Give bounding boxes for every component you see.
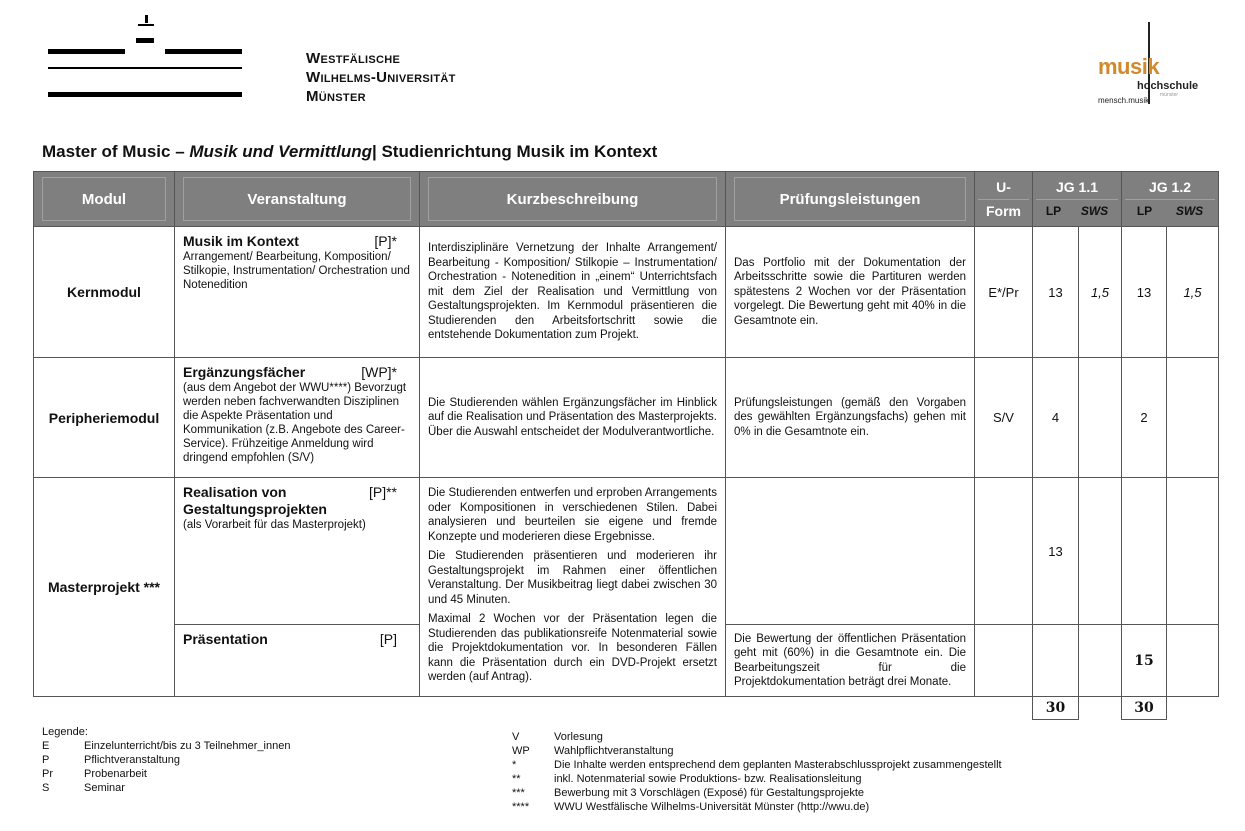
- veranstaltung-text: Arrangement/ Bearbeitung, Komposition/ Stilkopie, Instrumentation/ Orchestration und Notenedition: [183, 251, 410, 291]
- logo-slogan: mensch.musik: [1098, 96, 1150, 105]
- table-row-kernmodul: [34, 227, 1219, 358]
- veranstaltung-cell: [175, 358, 420, 478]
- jg11-lp-cell: 13: [1033, 478, 1079, 625]
- university-name-line: Münster: [306, 88, 366, 105]
- uform-top: U-: [978, 176, 1029, 200]
- university-name-line: Wilhelms-Universität: [306, 69, 456, 86]
- logo-bar: [48, 67, 242, 69]
- table-row-peripheriemodul: [34, 358, 1219, 478]
- legend-key: V: [512, 731, 520, 743]
- jg11-sws-cell: [1079, 358, 1122, 478]
- jg12-label: JG 1.2: [1125, 176, 1215, 200]
- title-italic: Musik und Vermittlung: [189, 142, 372, 161]
- legend-item: [42, 767, 290, 781]
- totals-spacer: [34, 697, 1033, 720]
- legend-key: Pr: [42, 768, 53, 780]
- logo-bar: [48, 92, 242, 97]
- jg12-lp-cell: [1122, 478, 1167, 625]
- table-row-masterprojekt-realisation: [34, 478, 1219, 625]
- col-header-kurzbeschreibung: [420, 172, 726, 227]
- col-header-uform: [975, 172, 1033, 227]
- logo-word-hochschule: hochschule: [1137, 80, 1199, 92]
- legend-value: WWU Westfälische Wilhelms-Universität Münster (http://wwu.de): [554, 801, 870, 813]
- title-prefix: Master of Music –: [42, 142, 190, 161]
- title-suffix: | Studienrichtung Musik im Kontext: [371, 142, 658, 161]
- jg11-sws-cell: [1079, 478, 1122, 625]
- veranstaltung-cell: [175, 227, 420, 358]
- totals-spacer: [1079, 697, 1122, 720]
- jg11-label: JG 1.1: [1036, 176, 1118, 200]
- university-name: [306, 49, 456, 106]
- veranstaltung-tag: [P]*: [374, 233, 397, 249]
- kurz-paragraph: Die Studierenden präsentieren und moderieren ihr Gestaltungsprojekt im Rahmen einer öffentlichen Veranstaltung. Der Musikbeitrag liegt dabei zwischen 30 und 45 Minuten.: [428, 550, 717, 606]
- col-header-kurz-label: Kurzbeschreibung: [428, 177, 717, 221]
- col-header-modul-label: Modul: [42, 177, 166, 221]
- uform-bottom: Form: [986, 202, 1021, 219]
- col-header-pruef-label: Prüfungsleistungen: [734, 177, 966, 221]
- pruefungsleistung-cell: Das Portfolio mit der Dokumentation der Arbeitsschritte sowie die Partituren werden spätestens 2 Wochen vor der Präsentation vorgelegt. Die Bewertung geht mit 40% in die Gesamtnote ein.: [726, 227, 975, 358]
- legend-key: *: [512, 759, 517, 771]
- veranstaltung-text: (als Vorarbeit für das Masterprojekt): [183, 519, 366, 531]
- logo-bar: [165, 49, 242, 54]
- jg11-header: [1036, 176, 1118, 222]
- uform-cell: E*/Pr: [975, 227, 1033, 358]
- jg11-lp-label: LP: [1045, 203, 1062, 218]
- jg12-lp-cell: 2: [1122, 358, 1167, 478]
- kurz-paragraph: Die Studierenden entwerfen und erproben Arrangements oder Kompositionen in verschiedenen Stilen. Dabei analysieren und beurteilen sie eigene und fremde Konzepte und moderieren diese Ergebnisse.: [428, 487, 717, 543]
- logo-bar: [138, 24, 154, 26]
- legend-key: S: [42, 782, 50, 794]
- uform-cell: [975, 478, 1033, 625]
- modul-cell: Peripheriemodul: [34, 358, 175, 478]
- wwu-logo: [48, 15, 456, 105]
- uform-cell: [975, 625, 1033, 697]
- totals-spacer: [1167, 697, 1219, 720]
- legend-right: [512, 730, 1002, 814]
- veranstaltung-title: Ergänzungsfächer: [183, 364, 306, 380]
- col-header-veranstaltung-label: Veranstaltung: [183, 177, 411, 221]
- logo-bar: [136, 38, 154, 43]
- kurzbeschreibung-cell: Die Studierenden wählen Ergänzungsfächer im Hinblick auf die Realisation und Präsentation des Masterprojekts. Über die Auswahl entscheidet der Modulverantwortliche.: [420, 358, 726, 478]
- veranstaltung-tag: [P]**: [368, 484, 397, 500]
- veranstaltung-text: (aus dem Angebot der WWU****) Bevorzugt werden neben fachverwandten Disziplinen die Aspekte Präsentation und Kommunikation (z.B. Angebote des Career-Service). Frühzeitige Anmeldung wird dringend empfohlen (S/V): [183, 382, 407, 464]
- col-header-jg12: [1122, 172, 1219, 227]
- veranstaltung-tag: [WP]*: [361, 364, 397, 380]
- jg12-sws-label: SWS: [1175, 203, 1204, 218]
- university-name-line: Westfälische: [306, 50, 401, 67]
- kurzbeschreibung-cell: Interdisziplinäre Vernetzung der Inhalte Arrangement/ Bearbeitung - Komposition/ Stilkopie – Instrumentation/ Orchestration - Notenedition in „einem“ Unterrichtsfach mit dem Ziel der Realisation und Vermittlung von Gestaltungsprojekten. Im Kernmodul präsentieren die Studierenden den Arbeitsfortschritt sowie die entstehende Dokumentation zum Projekt.: [420, 227, 726, 358]
- legend-value: Wahlpflichtveranstaltung: [554, 745, 674, 757]
- pruefungsleistung-cell: [726, 478, 975, 625]
- veranstaltung-title: Präsentation: [183, 631, 268, 647]
- jg11-sws-cell: 1,5: [1079, 227, 1122, 358]
- legend-item: [42, 781, 290, 795]
- col-header-jg11: [1033, 172, 1122, 227]
- legend-value: Seminar: [84, 782, 125, 794]
- jg12-header: [1125, 176, 1215, 222]
- legend-key: WP: [512, 745, 530, 757]
- jg12-lp-cell: 15: [1122, 625, 1167, 697]
- legend-item: [512, 744, 1002, 758]
- col-header-pruefungsleistungen: [726, 172, 975, 227]
- legend-item: [42, 753, 290, 767]
- legend-key: P: [42, 754, 50, 766]
- kurz-paragraph: Maximal 2 Wochen vor der Präsentation legen die Studierenden das publikationsreife Notenmaterial sowie die Projektdokumentation vor. In besonderen Fällen kann die Präsentation durch ein DVD-Projekt ersetzt werden (auf Antrag).: [428, 613, 717, 683]
- jg12-sws-cell: 1,5: [1167, 227, 1219, 358]
- legend-title: Legende:: [42, 726, 88, 738]
- musikhochschule-logo: [1098, 22, 1208, 112]
- legend-value: Die Inhalte werden entsprechend dem geplanten Masterabschlussprojekt zusammengestellt: [554, 759, 1002, 771]
- logo-word-musik: musik: [1098, 54, 1160, 79]
- pruefungsleistung-cell: Prüfungsleistungen (gemäß den Vorgaben des gewählten Ergänzungsfachs) gehen mit 0% in die Gesamtnote ein.: [726, 358, 975, 478]
- col-header-modul: [34, 172, 175, 227]
- jg12-lp-label: LP: [1136, 203, 1153, 218]
- legend-value: inkl. Notenmaterial sowie Produktions- bzw. Realisationsleitung: [554, 773, 862, 785]
- jg12-sws-cell: [1167, 625, 1219, 697]
- legend-key: ****: [512, 801, 530, 813]
- jg12-sws-cell: [1167, 478, 1219, 625]
- kurzbeschreibung-cell: [420, 478, 726, 697]
- legend-item: [512, 772, 1002, 786]
- page-title: [42, 142, 657, 162]
- logo-bar: [48, 49, 125, 54]
- jg12-lp-total: 30: [1122, 697, 1167, 720]
- jg12-lp-cell: 13: [1122, 227, 1167, 358]
- jg11-lp-total: 30: [1033, 697, 1079, 720]
- legend-item: [512, 786, 1002, 800]
- veranstaltung-title: Musik im Kontext: [183, 233, 299, 249]
- uform-header: [978, 176, 1029, 222]
- legend-item: [512, 758, 1002, 772]
- jg11-sws-cell: [1079, 625, 1122, 697]
- modul-cell: Masterprojekt ***: [34, 478, 175, 697]
- legend-value: Bewerbung mit 3 Vorschlägen (Exposé) für Gestaltungsprojekte: [554, 787, 864, 799]
- legend-item: [512, 800, 1002, 814]
- col-header-veranstaltung: [175, 172, 420, 227]
- legend-key: ***: [512, 787, 525, 799]
- jg11-lp-cell: [1033, 625, 1079, 697]
- legend-value: Probenarbeit: [84, 768, 147, 780]
- veranstaltung-title: Realisation von Gestaltungsprojekten: [183, 484, 327, 517]
- veranstaltung-tag: [P]: [379, 631, 397, 647]
- legend-key: E: [42, 740, 50, 752]
- veranstaltung-cell: [175, 625, 420, 697]
- study-plan-table: [33, 171, 1219, 720]
- legend-value: Vorlesung: [554, 731, 603, 743]
- legend-value: Einzelunterricht/bis zu 3 Teilnehmer_innen: [84, 740, 291, 752]
- legend-item: [512, 730, 1002, 744]
- jg11-lp-cell: 4: [1033, 358, 1079, 478]
- totals-row: [34, 697, 1219, 720]
- jg11-sws-label: SWS: [1080, 203, 1109, 218]
- logo-bar: [145, 15, 148, 23]
- jg11-lp-cell: 13: [1033, 227, 1079, 358]
- logo-city: münster: [1160, 92, 1179, 98]
- veranstaltung-cell: [175, 478, 420, 625]
- legend-value: Pflichtveranstaltung: [84, 754, 180, 766]
- modul-cell: Kernmodul: [34, 227, 175, 358]
- legend-item: [42, 739, 290, 753]
- legend-key: **: [512, 773, 521, 785]
- jg12-sws-cell: [1167, 358, 1219, 478]
- uform-cell: S/V: [975, 358, 1033, 478]
- table-header-row: [34, 172, 1219, 227]
- legend-left: [42, 725, 290, 795]
- pruefungsleistung-cell: Die Bewertung der öffentlichen Präsentation geht mit (60%) in die Gesamtnote ein. Die Bearbeitungszeit für die Projektdokumentation beträgt drei Monate.: [726, 625, 975, 697]
